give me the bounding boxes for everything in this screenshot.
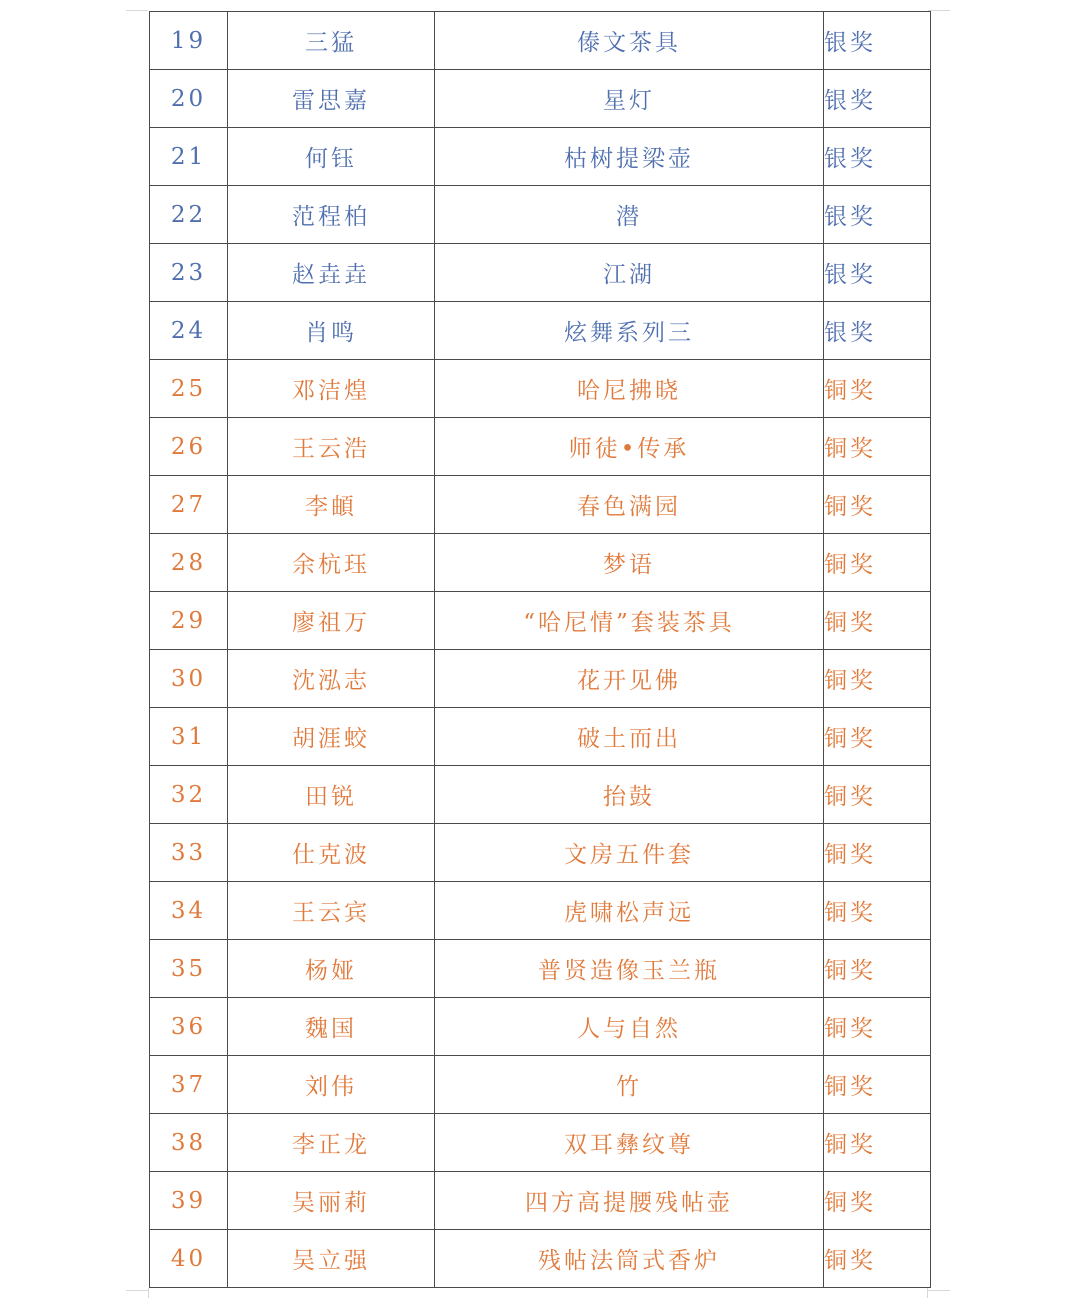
entrant-name: 王云宾: [228, 882, 435, 940]
entry-number: 24: [150, 302, 228, 360]
award-level: 铜奖: [824, 476, 931, 534]
table-row: [150, 476, 931, 534]
entry-number: 25: [150, 360, 228, 418]
award-level: 铜奖: [824, 1172, 931, 1230]
work-title: 炫舞系列三: [435, 302, 824, 360]
entrant-name: 范程柏: [228, 186, 435, 244]
table-row: [150, 1172, 931, 1230]
entrant-name: 三猛: [228, 12, 435, 70]
table-row: [150, 940, 931, 998]
work-title: 春色满园: [435, 476, 824, 534]
table-row: [150, 1056, 931, 1114]
award-level: 铜奖: [824, 824, 931, 882]
work-title: “哈尼情”套装茶具: [435, 592, 824, 650]
entry-number: 30: [150, 650, 228, 708]
table-row: [150, 244, 931, 302]
work-title: 星灯: [435, 70, 824, 128]
award-level: 银奖: [824, 186, 931, 244]
award-level: 银奖: [824, 302, 931, 360]
page-corner-guide-bottom-right-vertical: [927, 1288, 928, 1298]
work-title: 枯树提梁壶: [435, 128, 824, 186]
work-title: 破土而出: [435, 708, 824, 766]
entrant-name: 雷思嘉: [228, 70, 435, 128]
work-title: 潜: [435, 186, 824, 244]
table-row: [150, 766, 931, 824]
page-corner-guide-bottom-left: [126, 1290, 148, 1291]
work-title: 傣文茶具: [435, 12, 824, 70]
entry-number: 27: [150, 476, 228, 534]
table-row: [150, 360, 931, 418]
entrant-name: 杨娅: [228, 940, 435, 998]
award-level: 铜奖: [824, 1230, 931, 1288]
entrant-name: 李頔: [228, 476, 435, 534]
entrant-name: 胡涯蛟: [228, 708, 435, 766]
entrant-name: 田锐: [228, 766, 435, 824]
work-title: 竹: [435, 1056, 824, 1114]
award-level: 铜奖: [824, 1114, 931, 1172]
table-row: [150, 534, 931, 592]
work-title: 江湖: [435, 244, 824, 302]
award-level: 银奖: [824, 12, 931, 70]
award-level: 铜奖: [824, 998, 931, 1056]
entry-number: 29: [150, 592, 228, 650]
award-level: 铜奖: [824, 940, 931, 998]
award-level: 铜奖: [824, 882, 931, 940]
entrant-name: 魏国: [228, 998, 435, 1056]
award-level: 铜奖: [824, 360, 931, 418]
entry-number: 32: [150, 766, 228, 824]
work-title: 师徒•传承: [435, 418, 824, 476]
work-title: 普贤造像玉兰瓶: [435, 940, 824, 998]
entrant-name: 廖祖万: [228, 592, 435, 650]
entrant-name: 刘伟: [228, 1056, 435, 1114]
page-corner-guide-bottom-right: [928, 1290, 950, 1291]
entry-number: 35: [150, 940, 228, 998]
entry-number: 36: [150, 998, 228, 1056]
table-row: [150, 1114, 931, 1172]
table-row: [150, 128, 931, 186]
entry-number: 20: [150, 70, 228, 128]
table-row: [150, 418, 931, 476]
award-level: 铜奖: [824, 534, 931, 592]
table-row: [150, 882, 931, 940]
work-title: 虎啸松声远: [435, 882, 824, 940]
table-row: [150, 1230, 931, 1288]
table-row: [150, 592, 931, 650]
entrant-name: 余杭珏: [228, 534, 435, 592]
table-row: [150, 70, 931, 128]
entry-number: 31: [150, 708, 228, 766]
work-title: 双耳彝纹尊: [435, 1114, 824, 1172]
entrant-name: 沈泓志: [228, 650, 435, 708]
award-level: 铜奖: [824, 708, 931, 766]
entrant-name: 吴立强: [228, 1230, 435, 1288]
entry-number: 34: [150, 882, 228, 940]
work-title: 四方高提腰残帖壶: [435, 1172, 824, 1230]
table-row: [150, 824, 931, 882]
entry-number: 26: [150, 418, 228, 476]
entry-number: 39: [150, 1172, 228, 1230]
work-title: 残帖法筒式香炉: [435, 1230, 824, 1288]
award-table: [149, 11, 931, 1288]
work-title: 哈尼拂晓: [435, 360, 824, 418]
entry-number: 21: [150, 128, 228, 186]
award-table-body: [150, 12, 931, 1288]
award-level: 铜奖: [824, 766, 931, 824]
entry-number: 23: [150, 244, 228, 302]
work-title: 人与自然: [435, 998, 824, 1056]
entry-number: 33: [150, 824, 228, 882]
table-row: [150, 650, 931, 708]
entry-number: 37: [150, 1056, 228, 1114]
entrant-name: 赵垚垚: [228, 244, 435, 302]
entrant-name: 王云浩: [228, 418, 435, 476]
entrant-name: 邓洁煌: [228, 360, 435, 418]
table-row: [150, 12, 931, 70]
award-level: 铜奖: [824, 1056, 931, 1114]
entrant-name: 肖鸣: [228, 302, 435, 360]
work-title: 梦语: [435, 534, 824, 592]
entrant-name: 李正龙: [228, 1114, 435, 1172]
award-level: 银奖: [824, 128, 931, 186]
page-corner-guide-top-right: [928, 10, 950, 11]
page-corner-guide-bottom-left-vertical: [148, 1288, 149, 1298]
table-row: [150, 998, 931, 1056]
page-corner-guide-top-left: [126, 10, 148, 11]
work-title: 抬鼓: [435, 766, 824, 824]
table-row: [150, 302, 931, 360]
entry-number: 28: [150, 534, 228, 592]
work-title: 花开见佛: [435, 650, 824, 708]
entry-number: 22: [150, 186, 228, 244]
award-level: 银奖: [824, 244, 931, 302]
award-level: 银奖: [824, 70, 931, 128]
entry-number: 38: [150, 1114, 228, 1172]
award-level: 铜奖: [824, 592, 931, 650]
entrant-name: 何钰: [228, 128, 435, 186]
award-level: 铜奖: [824, 650, 931, 708]
table-row: [150, 708, 931, 766]
entrant-name: 仕克波: [228, 824, 435, 882]
award-level: 铜奖: [824, 418, 931, 476]
entry-number: 19: [150, 12, 228, 70]
entry-number: 40: [150, 1230, 228, 1288]
entrant-name: 吴丽莉: [228, 1172, 435, 1230]
table-row: [150, 186, 931, 244]
work-title: 文房五件套: [435, 824, 824, 882]
